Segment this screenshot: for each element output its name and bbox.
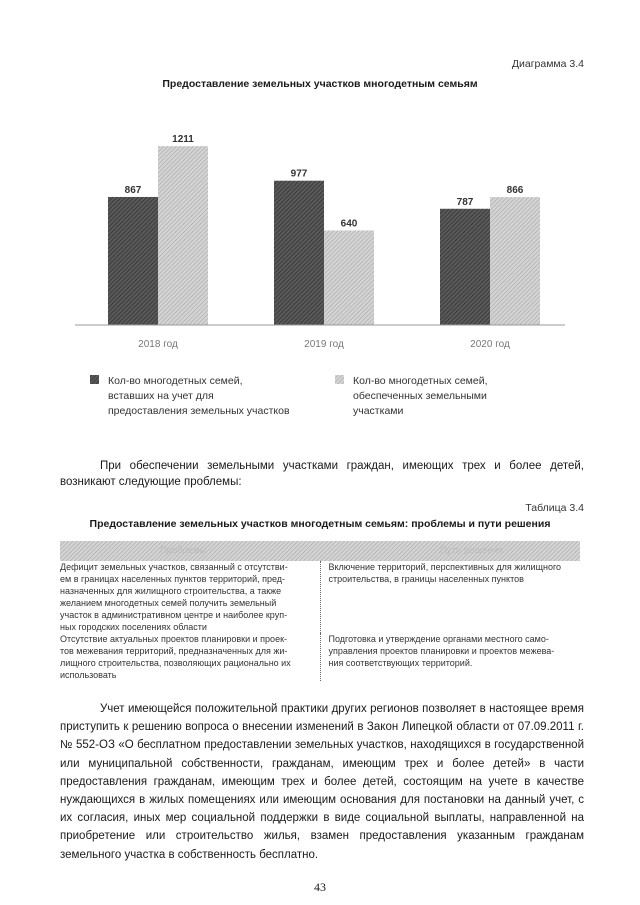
data-label-1-3: 787	[456, 196, 474, 208]
bar-1-1	[108, 197, 158, 325]
data-label-1-2: 977	[290, 168, 308, 180]
paragraph-intro: При обеспечении земельными участками граждан, имеющих трех и более детей, возникают следующие проблемы:	[60, 460, 584, 488]
table-header-problems: Проблемы	[160, 545, 207, 555]
bar-2-3	[490, 197, 540, 325]
legend-swatch-1	[90, 375, 99, 384]
bar-chart	[60, 118, 580, 418]
data-label-2-1: 1211	[172, 134, 194, 146]
category-label: 2019 год	[304, 339, 344, 350]
paragraph-main: Учет имеющейся положительной практики других регионов позволяет в настоящее время приступить к решению вопроса о внесении изменений в Закон Липецкой области от 07.09.2011 г. № 552-ОЗ «О бесплатном предоставлении земельных участков, находящихся в государственной или муниципальной собственности, гражданам, имеющим трех и более детей» в части предоставления гражданам, имеющим трех и более детей, состоящим на учете в качестве нуждающихся в жилых помещениях или имеющим основания для постановки на данный учет, с их согласия, иных мер социальной поддержки в виде социальной выплаты, направленной на приобретение или строительство жилья, взамен предоставления указанным гражданам земельного участка в собственность бесплатно.	[60, 703, 584, 861]
table-cell-solution: Подготовка и утверждение органами местного само- управления проектов планировки и проектов межева- ния соответствующих территорий.	[328, 634, 555, 668]
data-label-2-3: 866	[506, 185, 524, 197]
data-label-1-1: 867	[124, 184, 142, 196]
table-header	[60, 541, 580, 561]
table-header-solutions: Пути решения	[440, 545, 504, 555]
data-label-2-2: 640	[340, 218, 358, 230]
table-label: Таблица 3.4	[525, 502, 584, 514]
table-row	[60, 561, 580, 633]
bar-2-2	[324, 230, 374, 325]
diagram-label: Диаграмма 3.4	[511, 58, 584, 70]
legend-label-2: Кол-во многодетных семей, обеспеченных земельными участками	[353, 375, 488, 417]
table-cell-solution: Включение территорий, перспективных для жилищного строительства, в границы населенных пунктов	[328, 562, 562, 584]
table-title: Предоставление земельных участков многодетным семьям: проблемы и пути решения	[89, 518, 551, 530]
bar-2-1	[158, 146, 208, 325]
table-cell-problem: Дефицит земельных участков, связанный с отсутстви- ем в границах населенных пунктов территорий, пред- назначенных для жилищного строительства, а также желанием многодетных семей получить земельный участок в административном центре и наиболее круп- ных городских поселениях области	[60, 561, 321, 633]
table-cell-problem: Отсутствие актуальных проектов планировки и проек- тов межевания территорий, предназначенных для жи- лищного строительства, позволяющих рационально их использовать	[60, 633, 321, 681]
bar-1-3	[440, 209, 490, 325]
legend-swatch-2	[335, 375, 344, 384]
chart-title: Предоставление земельных участков многодетным семьям	[162, 78, 478, 90]
category-label: 2020 год	[470, 339, 510, 350]
problems-table	[60, 541, 580, 681]
page-number: 43	[314, 880, 326, 894]
table-row	[60, 633, 580, 681]
legend-label-1: Кол-во многодетных семей, вставших на учет для предоставления земельных участков	[108, 375, 290, 417]
category-label: 2018 год	[138, 339, 178, 350]
bar-1-2	[274, 181, 324, 325]
